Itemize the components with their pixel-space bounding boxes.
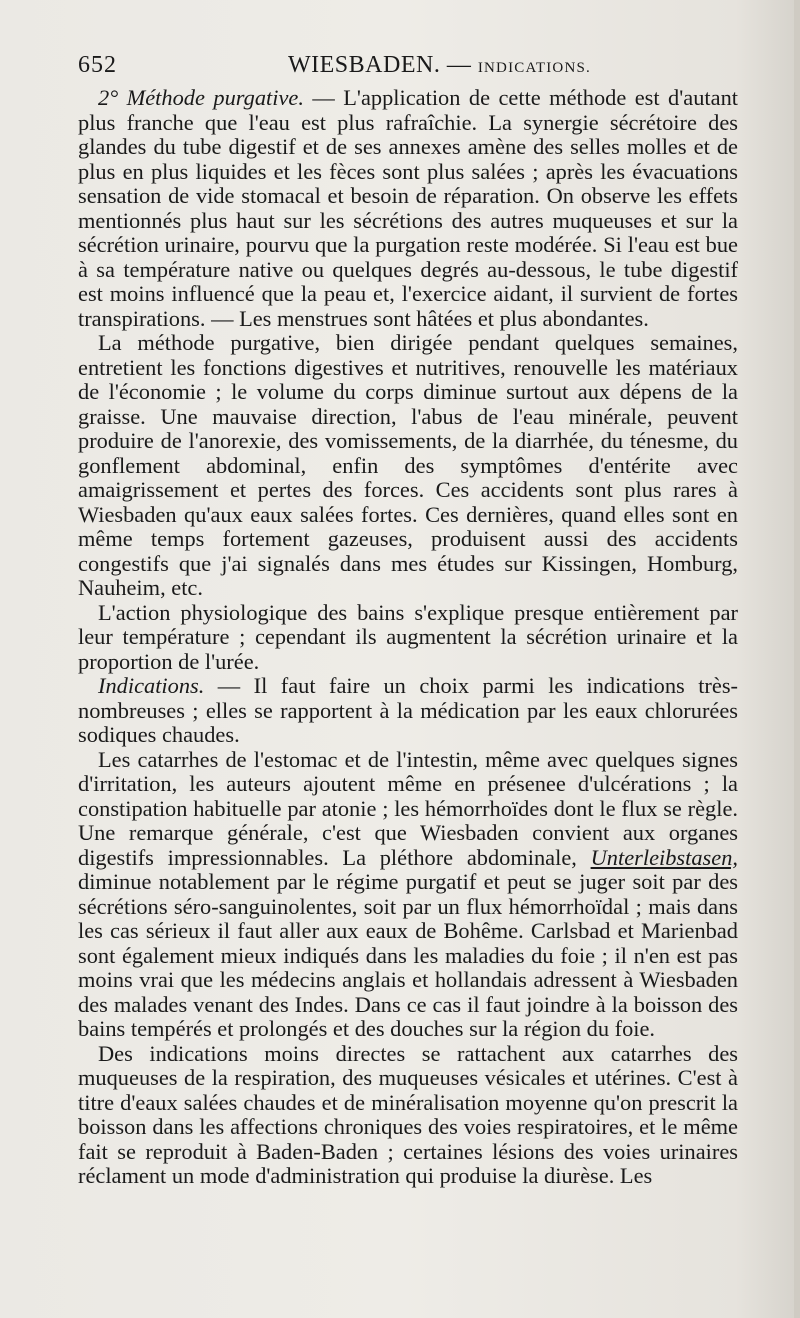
paragraph-indications [78, 674, 738, 748]
page-number: 652 [78, 52, 117, 78]
running-title-main: WIESBADEN. [288, 52, 441, 78]
paragraph-text: — Il faut faire un choix parmi les indications très-nombreuses ; elles se rapportent à la médication par les eaux chlorurées sodiques chaudes. [78, 673, 738, 747]
body-text [78, 86, 738, 1189]
paragraph-text: Les catarrhes de l'estomac et de l'intestin, même avec quelques signes d'irritation, les auteurs ajoutent même en présenee d'ulcérations ; la constipation habituelle par atonie ; les hémorrhoïdes dont le flux se règle. Une remarque générale, c'est que Wiesbaden convient aux organes digestifs impressionnables. La pléthore abdominale, [78, 746, 738, 870]
paragraph-text: diminue notablement par le régime purgatif et peut se juger soit par des sécrétions séro-sanguinolentes, soit par un flux hémorrhoïdal ; mais dans les cas sérieux il faut aller aux eaux de Bohême. Carlsbad et Marienbad sont également mieux indiqués dans les maladies du foie ; il n'en est pas moins vrai que les médecins anglais et hollandais adressent à Wiesbaden des malades venant des Indes. Dans ce cas il faut joindre à la boisson des bains tempérés et prolongés et des douches sur la région du foie. [78, 869, 738, 1041]
running-head [78, 40, 750, 86]
page-edge-shadow [794, 0, 800, 1318]
paragraph-lead: Indications. [98, 673, 205, 698]
paragraph-text: — L'application de cette méthode est d'autant plus franche que l'eau est plus rafraîchie. La synergie sécrétoire des glandes du tube digestif et de ses annexes amène des selles molles et de plus en plus liquides et les fèces sont plus salées ; après les évacuations sensation de vide stomacal et besoin de réparation. On observe les effets mentionnés plus haut sur les sécrétions des autres muqueuses et sur la sécrétion urinaire, pourvu que la purgation reste modérée. Si l'eau est bue à sa température native ou quelques degrés au-dessous, le tube digestif est moins influencé que la peau et, l'exercice aidant, il survient de fortes transpirations. — Les menstrues sont hâtées et plus abondantes. [78, 85, 738, 331]
running-title-separator: — [446, 52, 472, 78]
paragraph-catarrhes [78, 748, 738, 1042]
underlined-term: Unterleibstasen, [590, 844, 738, 870]
running-title-section: INDICATIONS. [477, 60, 591, 76]
running-title [288, 52, 591, 79]
paragraph-lead: 2° Méthode purgative. [98, 85, 304, 110]
paragraph-bains: L'action physiologique des bains s'explique presque entièrement par leur température ; cependant ils augmentent la sécrétion urinaire et la proportion de l'urée. [78, 599, 738, 674]
paragraph-direction: La méthode purgative, bien dirigée pendant quelques semaines, entretient les fonctions digestives et nutritives, renouvelle les matériaux de l'économie ; le volume du corps diminue surtout aux dépens de la graisse. Une mauvaise direction, l'abus de l'eau minérale, peuvent produire de l'anorexie, des vomissements, de la diarrhée, du ténesme, du gonflement abdominal, enfin des symptômes d'entérite avec amaigrissement et pertes des forces. Ces accidents sont plus rares à Wiesbaden qu'aux eaux salées fortes. Ces dernières, quand elles sont en même temps fortement gazeuses, produisent aussi des accidents congestifs que j'ai signalés dans mes études sur Kissingen, Homburg, Nauheim, etc. [78, 330, 738, 600]
paragraph-indications-indirectes: Des indications moins directes se rattachent aux catarrhes des muqueuses de la respiration, des muqueuses vésicales et utérines. C'est à titre d'eaux salées chaudes et de minéralisation moyenne qu'on prescrit la boisson dans les affections chroniques des voies respiratoires, et le même fait se reproduit à Baden-Baden ; certaines lésions des voies urinaires réclament un mode d'administration qui produise la diurèse. Les [78, 1040, 738, 1188]
paragraph-methode-purgative [78, 86, 738, 331]
